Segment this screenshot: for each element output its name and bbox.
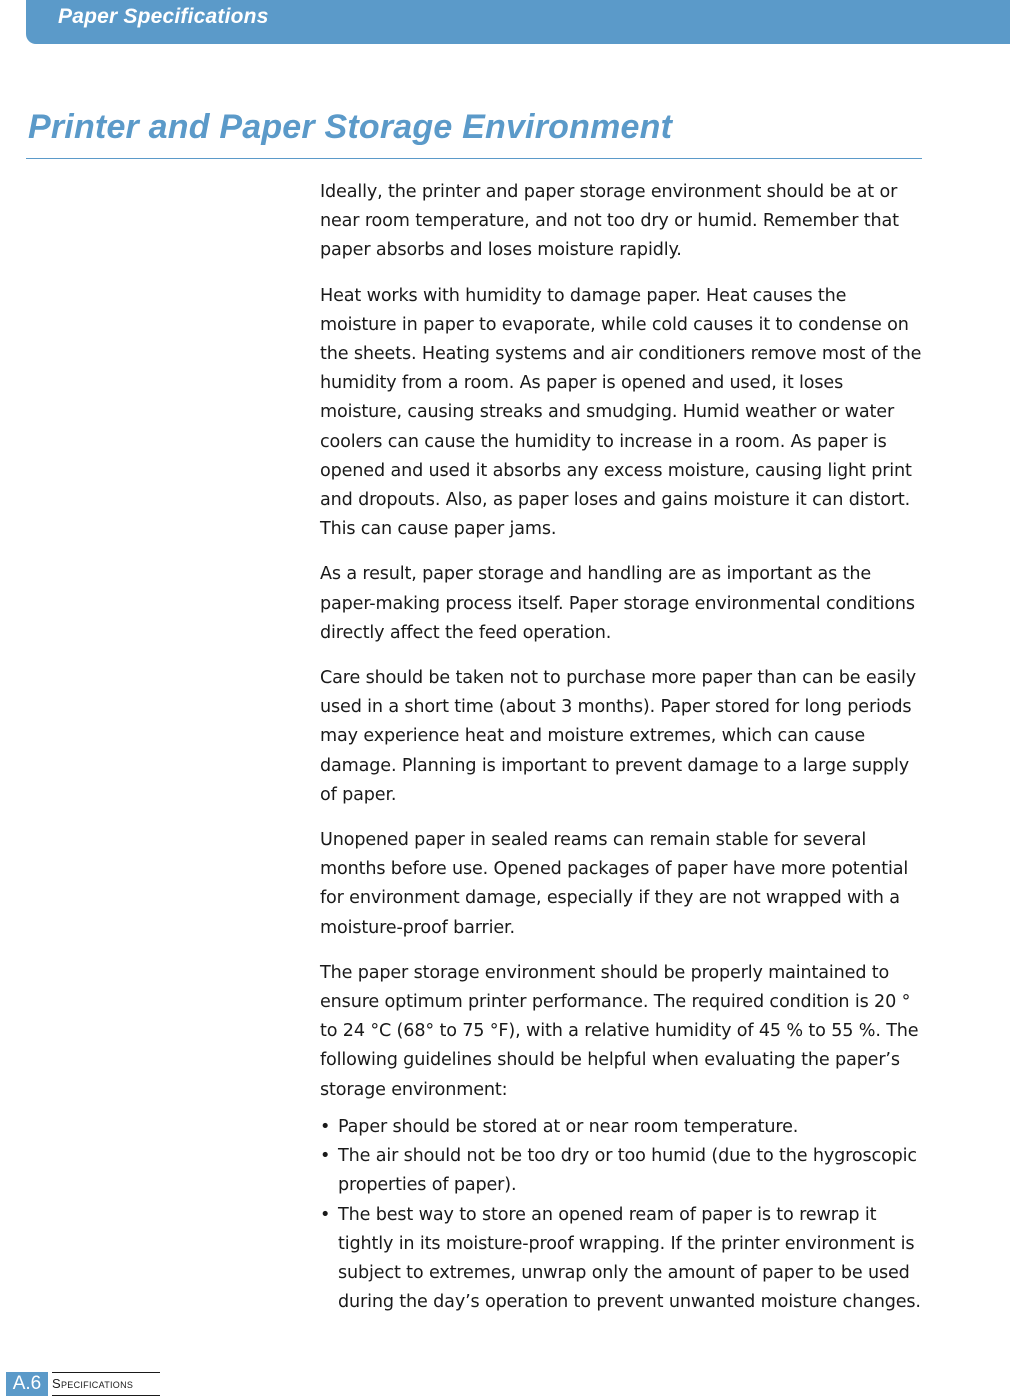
page-number: A.6 bbox=[6, 1372, 48, 1396]
header-bar bbox=[26, 0, 1010, 44]
bullet-icon: • bbox=[320, 1204, 331, 1225]
body-content bbox=[320, 178, 928, 1317]
list-item-text: Paper should be stored at or near room temperature. bbox=[338, 1116, 799, 1137]
page-footer bbox=[0, 1372, 162, 1397]
list-item-text: The air should not be too dry or too humid (due to the hygroscopic properties of paper). bbox=[338, 1146, 917, 1196]
paragraph-required-condition: The paper storage environment should be properly maintained to ensure optimum printer performance. The required condition is 20 ° to 24 °C (68° to 75 °F), with a relative humidity of 45 % to 55 %. The following guidelines should be helpful when evaluating the paper’s storage environment: bbox=[320, 962, 919, 1100]
list-item bbox=[320, 1142, 928, 1200]
title-divider bbox=[26, 158, 922, 159]
paragraph-heat-humidity: Heat works with humidity to damage paper. Heat causes the moisture in paper to evaporate, while cold causes it to condense on the sheets. Heating systems and air conditioners remove most of the humidity from a room. As paper is opened and used, it loses moisture, causing streaks and smudging. Humid weather or water coolers can cause the humidity to increase in a room. As paper is opened and used it absorbs any excess moisture, causing light print and dropouts. Also, as paper loses and gains moisture it can distort. This can cause paper jams. bbox=[320, 285, 922, 540]
section-title: Printer and Paper Storage Environment bbox=[28, 108, 673, 146]
guideline-list bbox=[320, 1113, 928, 1317]
paragraph-purchase-care: Care should be taken not to purchase more paper than can be easily used in a short time (about 3 months). Paper stored for long periods may experience heat and moisture extremes, which can cause damage. Planning is important to prevent damage to a large supply of paper. bbox=[320, 668, 916, 805]
list-item bbox=[320, 1201, 928, 1318]
bullet-icon: • bbox=[320, 1146, 331, 1167]
bullet-icon: • bbox=[320, 1116, 331, 1137]
list-item-text: The best way to store an opened ream of paper is to rewrap it tightly in its moisture-proof wrapping. If the printer environment is subject to extremes, unwrap only the amount of paper to be used during the day’s operation to prevent unwanted moisture changes. bbox=[338, 1204, 921, 1313]
paragraph-storage-handling: As a result, paper storage and handling are as important as the paper-making process itself. Paper storage environmental conditions directly affect the feed operation. bbox=[320, 564, 915, 643]
footer-section-name: Specifications bbox=[52, 1372, 160, 1396]
list-item bbox=[320, 1113, 928, 1142]
paragraph-unopened-paper: Unopened paper in sealed reams can remain stable for several months before use. Opened packages of paper have more potential for environment damage, especially if they are not wrapped with a moisture-proof barrier. bbox=[320, 830, 909, 938]
paragraph-intro: Ideally, the printer and paper storage environment should be at or near room temperature, and not too dry or humid. Remember that paper absorbs and loses moisture rapidly. bbox=[320, 182, 899, 261]
header-title: Paper Specifications bbox=[58, 5, 269, 28]
